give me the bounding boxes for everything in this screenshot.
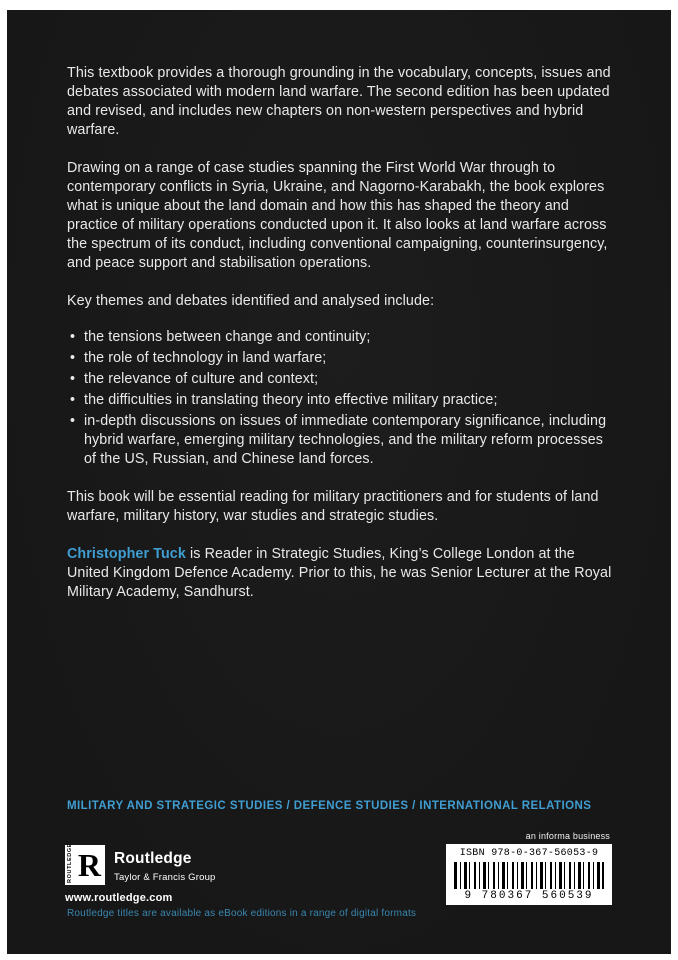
list-item: • the difficulties in translating theory into effective military practice; (67, 391, 612, 410)
list-item: • the tensions between change and continuity; (67, 328, 612, 347)
back-cover (7, 10, 671, 954)
barcode (446, 844, 612, 905)
audience-paragraph: This book will be essential reading for military practitioners and for students of land warfare, military history, war studies and strategic studies. (67, 489, 599, 524)
routledge-logo-letter: R (77, 847, 101, 883)
barcode-block (446, 831, 612, 905)
publisher-logo-row (65, 845, 216, 885)
key-themes-intro: Key themes and debates identified and analysed include: (67, 293, 435, 309)
author-name: Christopher Tuck (67, 546, 186, 562)
blurb-paragraph-1: This textbook provides a thorough grounding in the vocabulary, concepts, issues and debates associated with modern land warfare. The second edition has been updated and revised, and includes new chapters on non-western perspectives and hybrid warfare. (67, 65, 611, 138)
publisher-group: Taylor & Francis Group (114, 872, 216, 883)
list-item: • the role of technology in land warfare; (67, 349, 612, 368)
publisher-block (65, 845, 216, 904)
publisher-names (114, 845, 216, 883)
blurb-paragraph-2: Drawing on a range of case studies spanning the First World War through to contemporary conflicts in Syria, Ukraine, and Nagorno-Karabakh, the book explores what is unique about the land domain and how this has shaped the theory and practice of military operations conducted upon it. It also looks at land warfare across the spectrum of its conduct, including conventional campaigning, counterinsurgency, and peace support and stabilisation operations. (67, 160, 608, 271)
barcode-bars-icon (454, 862, 604, 889)
key-themes-list (67, 328, 612, 469)
isbn-label: ISBN 978-0-367-56053-9 (459, 848, 599, 859)
informa-business-label: an informa business (525, 831, 610, 841)
list-item: • in-depth discussions on issues of immediate contemporary significance, including hybrid warfare, emerging military technologies, and the military reform processes of the US, Russian, and Chinese land forces. (67, 412, 612, 469)
publisher-website: www.routledge.com (65, 892, 173, 904)
ebook-availability-note: Routledge titles are available as eBook editions in a range of digital formats (67, 908, 417, 919)
blurb-block (67, 64, 612, 621)
author-bio (67, 545, 612, 602)
author-bio-text: is Reader in Strategic Studies, King’s College London at the United Kingdom Defence Academy. Prior to this, he was Senior Lecturer at the Royal Military Academy, Sandhurst. (67, 546, 612, 600)
barcode-digits: 9 780367 560539 (464, 890, 594, 902)
routledge-logo-icon (65, 845, 105, 885)
publisher-name: Routledge (114, 850, 192, 867)
routledge-logo-vertical-text: ROUTLEDGE (67, 843, 73, 883)
list-item: • the relevance of culture and context; (67, 370, 612, 389)
category-line: MILITARY AND STRATEGIC STUDIES / DEFENCE STUDIES / INTERNATIONAL RELATIONS (67, 800, 592, 812)
